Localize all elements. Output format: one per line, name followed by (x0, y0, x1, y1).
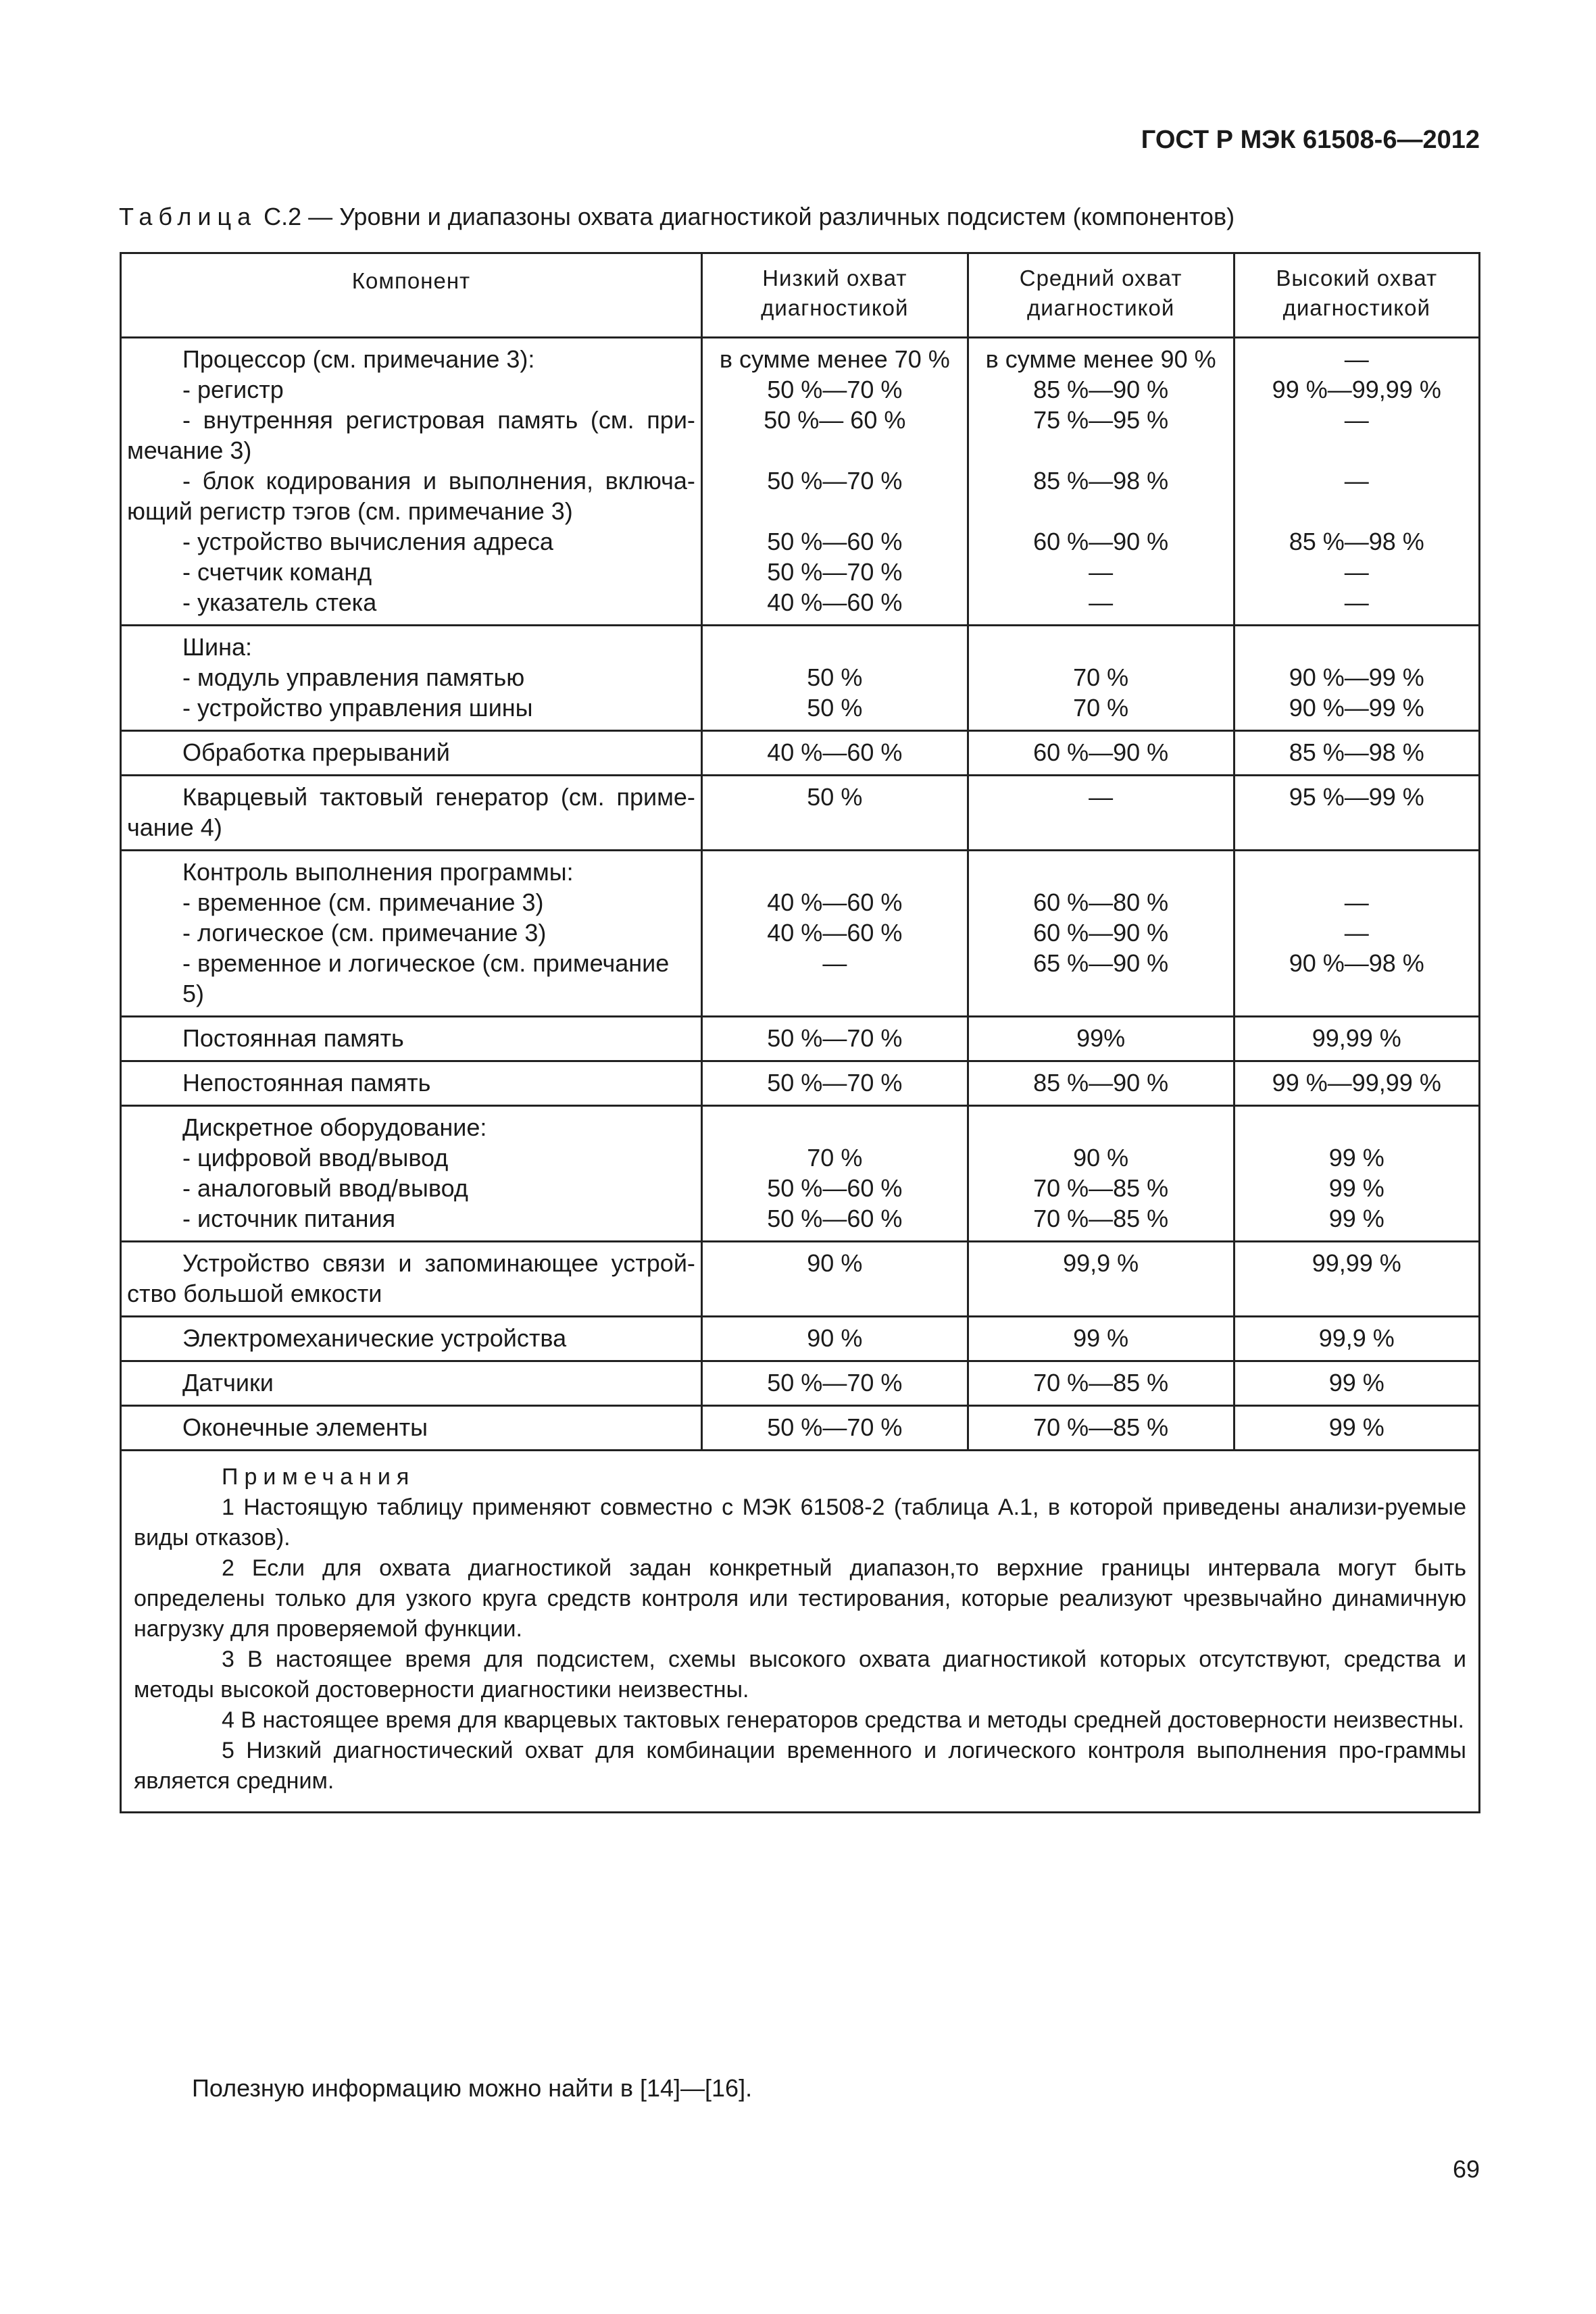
coverage-value: 85 %—98 % (1289, 528, 1424, 555)
coverage-low-cell (701, 776, 968, 851)
table-row (121, 776, 1480, 851)
component-line: Процессор (см. примечание 3): (182, 345, 535, 373)
coverage-value: — (1344, 888, 1369, 916)
coverage-value (707, 632, 963, 662)
component-line: - логическое (см. примечание 3) (182, 919, 547, 947)
coverage-value: 50 %— 60 % (764, 406, 906, 434)
coverage-value: — (1089, 558, 1114, 586)
coverage-value: 50 % (807, 663, 863, 691)
coverage-value: 40 %—60 % (767, 919, 903, 947)
coverage-mid-cell (968, 1106, 1234, 1242)
notes-row (121, 1451, 1480, 1813)
coverage-high-cell (1234, 1061, 1479, 1106)
coverage-value (973, 632, 1229, 662)
coverage-value: 90 % (807, 1249, 863, 1277)
coverage-value: 50 % (807, 783, 863, 811)
note-item: 3 В настоящее время для подсистем, схемы высокого охвата диагностикой которых отсутствуют, средства и методы высокой достоверности диагностики неизвестны. (134, 1646, 1466, 1703)
coverage-value: 50 %—60 % (767, 1205, 903, 1232)
component-line: Оконечные элементы (182, 1413, 428, 1441)
coverage-value (973, 496, 1229, 526)
coverage-value: 50 %—60 % (767, 1174, 903, 1202)
coverage-value (707, 857, 963, 887)
component-cell (121, 1317, 702, 1361)
coverage-mid-cell (968, 1242, 1234, 1317)
coverage-value (1239, 857, 1474, 887)
component-cell (121, 1361, 702, 1406)
coverage-value: в сумме менее 70 % (719, 345, 950, 373)
coverage-table (120, 252, 1480, 1813)
component-cell (121, 776, 702, 851)
column-header-low-line1: Низкий охват (762, 266, 907, 291)
component-line: Обработка прерываний (182, 738, 450, 766)
table-row (121, 626, 1480, 731)
component-cell (121, 851, 702, 1017)
coverage-value: — (1344, 588, 1369, 616)
coverage-value: — (1344, 406, 1369, 434)
table-caption-title: С.2 — Уровни и диапазоны охвата диагностикой различных подсистем (компонентов) (257, 203, 1235, 230)
coverage-low-cell (701, 338, 968, 626)
component-cell (121, 1106, 702, 1242)
coverage-high-cell (1234, 338, 1479, 626)
coverage-value: 99 %—99,99 % (1272, 1069, 1441, 1097)
column-header-low (701, 253, 968, 338)
column-header-component: Компонент (121, 253, 702, 338)
coverage-mid-cell (968, 1017, 1234, 1061)
coverage-mid-cell (968, 731, 1234, 776)
column-header-mid (968, 253, 1234, 338)
component-line: - цифровой ввод/вывод (182, 1144, 449, 1172)
coverage-high-cell (1234, 776, 1479, 851)
coverage-value: 99 %—99,99 % (1272, 376, 1441, 403)
coverage-value: 65 %—90 % (1033, 949, 1169, 977)
table-row (121, 1361, 1480, 1406)
coverage-value: 70 %—85 % (1033, 1369, 1169, 1397)
table-row (121, 1406, 1480, 1451)
coverage-mid-cell (968, 776, 1234, 851)
component-cell (121, 1242, 702, 1317)
component-line: - регистр (182, 376, 284, 403)
coverage-value: 70 %—85 % (1033, 1205, 1169, 1232)
coverage-value: 85 %—98 % (1033, 467, 1169, 495)
column-header-high-line1: Высокий охват (1276, 266, 1438, 291)
table-caption-prefix: Таблица (119, 203, 257, 230)
coverage-value: — (1344, 467, 1369, 495)
notes-title: Примечания (222, 1464, 416, 1490)
coverage-value: — (822, 949, 847, 977)
component-cell (121, 731, 702, 776)
component-line: Постоянная память (182, 1024, 404, 1052)
coverage-value: 85 %—90 % (1033, 1069, 1169, 1097)
component-line: Непостоянная память (182, 1069, 431, 1097)
table-row (121, 1317, 1480, 1361)
coverage-value: 99 % (1328, 1144, 1385, 1172)
page-number: 69 (1452, 2155, 1480, 2183)
component-line: - внутренняя регистровая память (см. при-мечание 3) (127, 406, 695, 464)
column-header-high-line2: диагностикой (1282, 295, 1430, 320)
coverage-value: 99,9 % (1063, 1249, 1139, 1277)
component-line: - указатель стека (182, 588, 377, 616)
component-line: - счетчик команд (182, 558, 372, 586)
column-header-mid-line2: диагностикой (1026, 295, 1175, 320)
coverage-value: 90 %—99 % (1289, 663, 1424, 691)
coverage-value: 90 % (807, 1324, 863, 1352)
component-line: Устройство связи и запоминающее устрой-ство большой емкости (127, 1249, 695, 1307)
coverage-high-cell (1234, 731, 1479, 776)
coverage-value: в сумме менее 90 % (985, 345, 1216, 373)
note-item: 4 В настоящее время для кварцевых тактовых генераторов средства и методы средней достоверности неизвестны. (222, 1707, 1465, 1733)
coverage-value: 99 % (1328, 1205, 1385, 1232)
coverage-high-cell (1234, 1317, 1479, 1361)
coverage-value (707, 435, 963, 466)
table-row (121, 1106, 1480, 1242)
coverage-value: 50 % (807, 694, 863, 722)
coverage-value: 60 %—90 % (1033, 738, 1169, 766)
note-item: 5 Низкий диагностический охват для комбинации временного и логического контроля выполнения про-граммы является средним. (134, 1738, 1466, 1794)
component-line: Шина: (182, 633, 253, 661)
coverage-value: 99 % (1328, 1174, 1385, 1202)
component-line: - блок кодирования и выполнения, включа-ющий регистр тэгов (см. примечание 3) (127, 467, 695, 525)
footer-reference-text: Полезную информацию можно найти в [14]—[16]. (192, 2074, 753, 2102)
note-item: 2 Если для охвата диагностикой задан конкретный диапазон,то верхние границы интервала могут быть определены только для узкого круга средств контроля или тестирования, которые реализуют чрезвычайно динамичную нагрузку для проверяемой функции. (134, 1555, 1466, 1642)
coverage-value: 40 %—60 % (767, 738, 903, 766)
component-cell (121, 1017, 702, 1061)
coverage-value: 90 %—98 % (1289, 949, 1424, 977)
coverage-mid-cell (968, 626, 1234, 731)
table-header-row (121, 253, 1480, 338)
coverage-value: 90 % (1073, 1144, 1129, 1172)
coverage-value: 50 %—70 % (767, 376, 903, 403)
coverage-value (707, 1112, 963, 1142)
coverage-value: 75 %—95 % (1033, 406, 1169, 434)
coverage-value: 50 %—70 % (767, 467, 903, 495)
table-row (121, 851, 1480, 1017)
table-row (121, 1061, 1480, 1106)
coverage-mid-cell (968, 1317, 1234, 1361)
coverage-value: 85 %—98 % (1289, 738, 1424, 766)
coverage-value: 99% (1076, 1024, 1126, 1052)
coverage-value: 99,99 % (1312, 1249, 1401, 1277)
coverage-value: 70 %—85 % (1033, 1174, 1169, 1202)
component-line: - временное и логическое (см. примечание 5) (182, 949, 670, 1007)
component-cell (121, 626, 702, 731)
coverage-mid-cell (968, 1061, 1234, 1106)
coverage-value (973, 1112, 1229, 1142)
coverage-low-cell (701, 1106, 968, 1242)
coverage-low-cell (701, 1361, 968, 1406)
coverage-mid-cell (968, 338, 1234, 626)
coverage-value: — (1344, 345, 1369, 373)
coverage-low-cell (701, 1317, 968, 1361)
coverage-value (973, 857, 1229, 887)
coverage-mid-cell (968, 1406, 1234, 1451)
coverage-value: 85 %—90 % (1033, 376, 1169, 403)
coverage-value (707, 496, 963, 526)
coverage-value: 99,9 % (1318, 1324, 1395, 1352)
coverage-value: 99 % (1328, 1369, 1385, 1397)
coverage-value: 40 %—60 % (767, 588, 903, 616)
coverage-low-cell (701, 1242, 968, 1317)
coverage-value: 99 % (1328, 1413, 1385, 1441)
coverage-high-cell (1234, 626, 1479, 731)
coverage-high-cell (1234, 1106, 1479, 1242)
coverage-value: 70 % (1073, 694, 1129, 722)
coverage-low-cell (701, 1061, 968, 1106)
column-header-mid-line1: Средний охват (1019, 266, 1182, 291)
coverage-value: 50 %—70 % (767, 558, 903, 586)
coverage-value: 50 %—70 % (767, 1413, 903, 1441)
component-line: - устройство вычисления адреса (182, 528, 553, 555)
coverage-low-cell (701, 1017, 968, 1061)
component-cell (121, 1061, 702, 1106)
component-line: Кварцевый тактовый генератор (см. приме-чание 4) (127, 783, 695, 841)
coverage-value: — (1089, 783, 1114, 811)
component-line: - источник питания (182, 1205, 396, 1232)
coverage-value (1239, 632, 1474, 662)
coverage-value (1239, 435, 1474, 466)
table-row (121, 1017, 1480, 1061)
coverage-value: 90 %—99 % (1289, 694, 1424, 722)
document-header: ГОСТ Р МЭК 61508-6—2012 (1141, 126, 1480, 154)
coverage-value: 60 %—90 % (1033, 528, 1169, 555)
table-row (121, 338, 1480, 626)
coverage-value: 50 %—60 % (767, 528, 903, 555)
coverage-value: 70 % (1073, 663, 1129, 691)
coverage-low-cell (701, 1406, 968, 1451)
component-line: - устройство управления шины (182, 694, 533, 722)
coverage-value: 50 %—70 % (767, 1069, 903, 1097)
coverage-mid-cell (968, 1361, 1234, 1406)
coverage-value (1239, 496, 1474, 526)
notes-cell (121, 1451, 1480, 1813)
coverage-mid-cell (968, 851, 1234, 1017)
coverage-value: 50 %—70 % (767, 1369, 903, 1397)
component-line: - временное (см. примечание 3) (182, 888, 544, 916)
component-cell (121, 1406, 702, 1451)
component-line: - аналоговый ввод/вывод (182, 1174, 468, 1202)
coverage-value: 50 %—70 % (767, 1024, 903, 1052)
coverage-value: — (1344, 558, 1369, 586)
component-line: Контроль выполнения программы: (182, 858, 574, 886)
table-row (121, 1242, 1480, 1317)
coverage-low-cell (701, 851, 968, 1017)
coverage-value: 60 %—90 % (1033, 919, 1169, 947)
coverage-high-cell (1234, 1017, 1479, 1061)
coverage-low-cell (701, 731, 968, 776)
component-cell (121, 338, 702, 626)
component-line: Электромеханические устройства (182, 1324, 567, 1352)
coverage-high-cell (1234, 1361, 1479, 1406)
coverage-value: 99 % (1073, 1324, 1129, 1352)
table-row (121, 731, 1480, 776)
coverage-high-cell (1234, 1406, 1479, 1451)
coverage-value (1239, 1112, 1474, 1142)
coverage-value (973, 435, 1229, 466)
coverage-high-cell (1234, 851, 1479, 1017)
component-line: Дискретное оборудование: (182, 1113, 487, 1141)
coverage-high-cell (1234, 1242, 1479, 1317)
table-caption (119, 203, 1235, 231)
coverage-value: — (1344, 919, 1369, 947)
coverage-value: 40 %—60 % (767, 888, 903, 916)
column-header-low-line2: диагностикой (761, 295, 909, 320)
coverage-value: 60 %—80 % (1033, 888, 1169, 916)
coverage-low-cell (701, 626, 968, 731)
coverage-value: 70 % (807, 1144, 863, 1172)
note-item: 1 Настоящую таблицу применяют совместно с МЭК 61508-2 (таблица А.1, в которой приведены анализи-руемые виды отказов). (134, 1494, 1466, 1551)
coverage-value: 70 %—85 % (1033, 1413, 1169, 1441)
coverage-value: 95 %—99 % (1289, 783, 1424, 811)
component-line: - модуль управления памятью (182, 663, 525, 691)
column-header-high (1234, 253, 1479, 338)
coverage-value: 99,99 % (1312, 1024, 1401, 1052)
coverage-value: — (1089, 588, 1114, 616)
component-line: Датчики (182, 1369, 274, 1397)
